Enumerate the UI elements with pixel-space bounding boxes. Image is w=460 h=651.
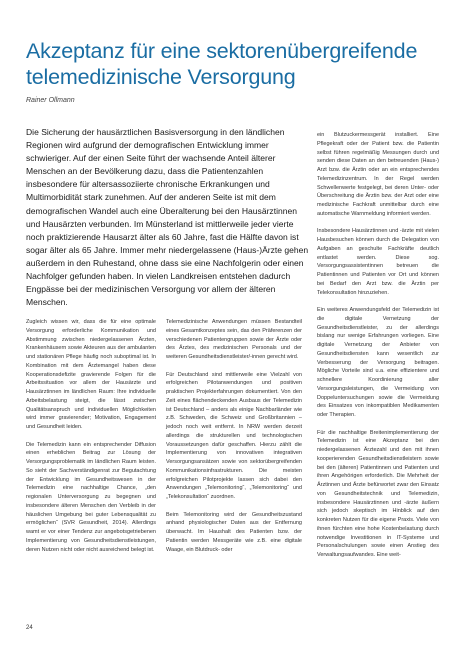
body-paragraph: Insbesondere Hausärztinnen und -ärzte mit vielen Hausbesuchen können durch die Delegation von Aufgaben an geschulte Fachkräfte deutlich entlastet werden. Diese sog. Versorgungsassistentinnen betreuen die Patientinnen und Patienten vor Ort und können bei Bedarf den Arzt bzw. die Ärztin per Telekonsultation hinzuziehen. [317, 228, 439, 296]
body-paragraph: Ein weiteres Anwendungsfeld der Telemedizin ist die digitale Vernetzung der Gesundheitsdienstleister, zu der allerdings bislang nur wenige Erfahrungen vorliegen. Eine digitale Vernetzung der Anbieter von Gesundheitsdiensten kann wesentlich zur Verbesserung der Versorgung beitragen. Mögliche Vorteile sind u.a. eine effizientere und schnellere Koordinierung aller Versorgungsleistungen, die Vermeidung von Doppeluntersuchungen sowie die Vermeidung des Einsatzes von inkompatiblen Medikamenten oder Therapien. [317, 307, 439, 418]
body-column-middle [166, 318, 302, 563]
body-column-left [26, 318, 156, 563]
article-author: Rainer Ollmann [26, 97, 75, 104]
body-paragraph: Für Deutschland sind mittlerweile eine Vielzahl von erfolgreichen Pilotanwendungen und positiven praktischen Projekterfahrungen dokumentiert. Von den Zeit eines flächendeckenden Ausbaus der Telemedizin ist Deutschland – anders als einige Nachbarländer wie z.B. Schweden, die Schweiz und Großbritannien – jedoch noch weit entfernt. In NRW werden derzeit allerdings die strukturellen und technologischen Voraussetzungen dafür geschaffen. Hierzu zählt die Implementierung von innovativen integrativen Versorgungsansätzen sowie von sektorübergreifenden Kommunikationsinfrastrukturen. Die meisten erfolgreichen Pilotprojekte lassen sich dabei den Anwendungen „Telemonitoring“, „Telemonitoring“ und „Telekonsultation“ zuordnen. [166, 371, 302, 500]
body-paragraph: Zugleich wissen wir, dass die für eine optimale Versorgung erforderliche Kommunikation und Abstimmung zwischen niedergelassenen Ärzten, Krankenhäusern sowie Akteuren aus der ambulanten und stationären Pflege häufig noch suboptimal ist. In Kombination mit dem Ärztemangel haben diese Kooperationsdefizite gravierende Folgen für die Arbeitssituation vor allem der Hausärzte und Hausärztinnen im ländlichen Raum: Ihre individuelle Arbeitsbelastung steigt, die lässt zwischen Qualitätsanspruch und individuellen Möglichkeiten wird immer gravierender; Motivation, Engagement und Gesundheit leiden. [26, 319, 156, 430]
page-number: 24 [26, 625, 33, 631]
body-paragraph: ein Blutzuckermessgerät installiert. Eine Pflegekraft oder der Patient bzw. die Patientin selbst führen regelmäßig Messungen durch und senden diese Daten an den betreuenden (Haus-) Arzt bzw. die Ärztin oder an ein entsprechendes Telemedizinzentrum. In der Regel werden Schwellenwerte festgelegt, bei deren Unter- oder Überschreitung die Ärztin bzw. der Arzt oder eine medizinische Fachkraft unmittelbar durch eine automatische Warnmeldung informiert werden. [317, 132, 439, 217]
article-title: Akzeptanz für eine sektorenübergreifende telemedizinische Versorgung [26, 39, 418, 89]
body-paragraph: Die Telemedizin kann ein entsprechender Diffusion einen erheblichen Beitrag zur Lösung der Versorgungsproblematik im ländlichen Raum leisten. So sieht der Sachverständigenrat zur Begutachtung der Entwicklung im Gesundheitswesen in der Telemedizin eine nachhaltige Chance, „den regionalen Unterversorgung zu begegnen und insbesondere älteren Menschen den Verbleib in der häuslichen Umgebung bei guter Lebensqualität zu ermöglichen“ (SVR Gesundheit, 2014). Allerdings wamt er vor einer Tendenz zur angebotsgetriebenen Implementierung von Gesundheitsdienstleistungen, deren Nutzen nicht oder nicht ausreichend belegt ist. [26, 441, 156, 553]
body-paragraph: Beim Telemonitoring wird der Gesundheitszustand anhand physiologischer Daten aus der Entfernung überwacht. Im Haushalt des Patienten bzw. der Patientin werden Messgeräte wie z.B. eine digitale Waage, ein Blutdruck- oder [166, 511, 302, 553]
body-column-right [317, 131, 439, 569]
article-lead-paragraph: Die Sicherung der hausärztlichen Basisversorgung in den ländlichen Regionen wird aufgrund der demografischen Entwicklung immer schwieriger. Auf der einen Seite führt der wachsende Anteil älterer Menschen an der Bevölkerung dazu, dass die Patientenzahlen insbesondere für altersassoziierte chronische Erkrankungen und Multimorbidität stark zunehmen. Auf der anderen Seite ist mit dem demografischen Wandel auch eine Überalterung bei den Hausärztinnen und Hausärzten verbunden. Im Münsterland ist mittlerweile jeder vierte noch praktizierende Hausarzt älter als 60 Jahre, fast die Hälfte davon ist sogar älter als 65 Jahre. Immer mehr niedergelassene (Haus-)Ärzte gehen außerdem in den Ruhestand, ohne dass sie eine Nachfolgerin oder einen Nachfolger gefunden haben. In vielen Landkreisen entstehen dadurch Engpässe bei der medizinischen Versorgung vor allem der älteren Menschen. [26, 127, 309, 308]
body-paragraph: Telemedizinische Anwendungen müssen Bestandteil eines Gesamtkonzeptes sein, das den Präferenzen der verschiedenen Patientengruppen sowie der Ärzte oder des Ärztes, des medizinischen Personals und der weiteren Gesundheitsdienstleister/-innen gerecht wird. [166, 319, 302, 360]
body-paragraph: Für die nachhaltige Breitenimplementierung der Telemedizin ist eine Akzeptanz bei den niedergelassenen Ärztezahl und den mit ihnen kooperierenden Gesundheitsdienstleistern sowie bei den (älteren) Patientinnen und Patienten und ihren Angehörigen erforderlich. Die Mehrheit der Ärztinnen und Ärzte befürwortet zwar den Einsatz von Gesundheitstechnik und Telemedizin, insbesondere Hausärztinnen und -ärzte äußern sich jedoch skeptisch im Hinblick auf den konkreten Nutzen für die eigene Praxis. Viele von ihnen fürchten eine hohe Kostenbelastung durch notwendige Investitionen in IT-Systeme und Personalschulungen sowie einen Anstieg des Verwaltungsaufwandes. Eine weit- [317, 429, 439, 558]
